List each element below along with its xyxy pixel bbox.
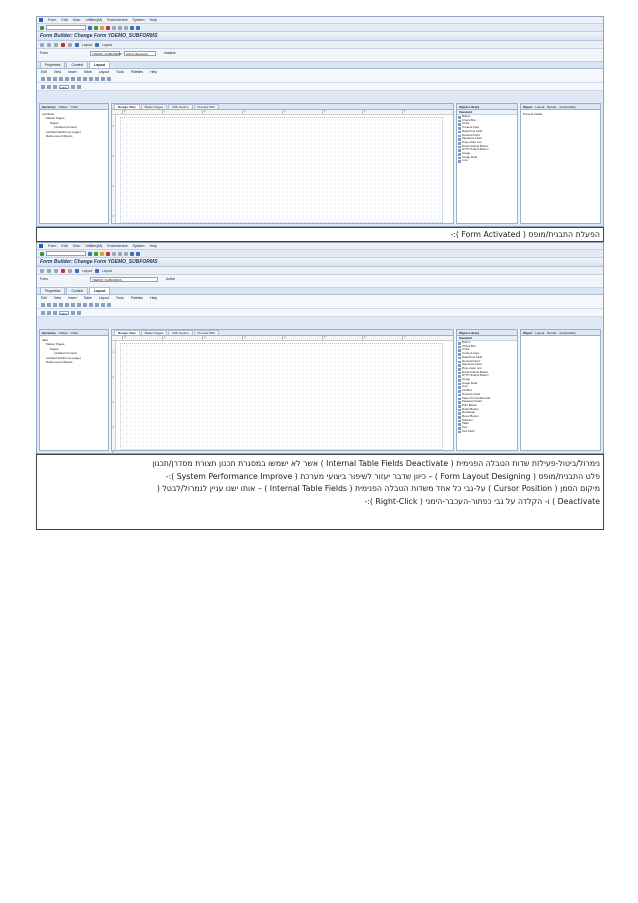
other-object-icon[interactable] [47,269,51,273]
sap-logo-icon [39,244,43,248]
object-item[interactable]: Check Box [457,119,517,123]
redo-icon[interactable] [65,77,69,81]
menu-help[interactable]: Help [149,244,157,248]
guide-icon[interactable] [95,77,99,81]
object-item[interactable]: Image [457,378,517,382]
object-item[interactable]: Signature Field [457,137,517,141]
tab-hierarchy[interactable]: Hierarchy [42,104,56,109]
layout-icon-2[interactable] [95,43,99,47]
tab-master-pages[interactable]: Master Pages [141,330,168,335]
designer-menu-tools[interactable]: Tools [115,296,124,300]
cancel-icon[interactable] [106,26,110,30]
caption-deactivate-fields: נימרול/ביטול-פעילזת שדות הטבלה הפנימית ( Internal Table Fields Deactivate ) אשר לא ישמשו במסגרת תכנון תצורת מסדרן/תכנון פלט התבנית/מופס ( Form Layout Designing ) – כיוון שדבר יעזור לשיפור ביצועי מערכת ( System Performance Improve ):- מיקום הסמן ( Cursor Position ) על-גבי כל אחד משדות הטבלה הפנימית ( Internal Table Fields ) – אותו ישנו עניין לנמרול/לבטל ( Deactivate ) ו- הקלדה על גבי כפתור-העכבר-הימני ( Right-Click ):- [36,454,604,530]
zoom-in-icon[interactable] [71,85,75,89]
object-item[interactable]: Content Area [457,352,517,356]
designer-menu-insert[interactable]: Insert [68,70,77,74]
object-properties-pane [520,103,601,224]
designer-workarea [39,103,601,224]
tab-context[interactable]: Context [66,61,88,68]
test-icon[interactable] [68,43,72,47]
designer-menu-help[interactable]: Help [150,70,158,74]
form-status: Active [166,277,176,281]
tree-node-content[interactable]: (untitled Content) [54,125,78,130]
design-canvas[interactable] [120,343,443,450]
object-item[interactable]: Circle [457,122,517,126]
vertical-ruler: 1 2 3 4 [112,115,116,223]
tab-accessibility[interactable]: Accessibility [559,330,576,335]
object-item[interactable]: Decimal Field [457,134,517,138]
tree-node-subforms[interactable]: (untitled Subforms) (page) [46,129,81,134]
zoom-out-icon[interactable] [77,85,81,89]
screenshot-form-activated [36,16,604,227]
designer-workarea [39,329,601,454]
menu-form[interactable]: Form [48,244,57,248]
cut-icon[interactable] [41,303,45,307]
tree-node-referenced[interactable]: Referenced Objects [46,360,73,365]
tab-layout[interactable]: Layout [89,61,110,68]
object-item[interactable]: Circle [457,348,517,352]
object-item[interactable]: Content Area [457,126,517,130]
copy-icon[interactable] [47,77,51,81]
object-properties-tabs [521,330,600,336]
toggle-display-change-icon[interactable] [40,269,44,273]
layout-icon[interactable] [75,43,79,47]
tab-border[interactable]: Border [547,330,557,335]
object-item[interactable]: Drop-down List [457,141,517,145]
object-item[interactable]: Subform [457,419,517,423]
object-library-pane [456,329,518,451]
object-category-standard[interactable]: Standard [457,110,517,115]
activate-icon[interactable] [61,43,65,47]
object-properties-pane [520,329,601,451]
hierarchy-pane [39,329,109,451]
object-item[interactable]: Table [457,422,517,426]
sap-menu-bar [37,243,603,250]
tab-hierarchy[interactable]: Hierarchy [42,330,56,335]
object-item[interactable]: Text [457,426,517,430]
application-toolbar [37,41,603,49]
find-next-icon[interactable] [124,26,128,30]
object-item[interactable]: HTTP Submit Button [457,374,517,378]
sap-logo-icon [39,18,43,22]
object-item[interactable]: Decimal Field [457,360,517,364]
undo-icon[interactable] [59,303,63,307]
layout-button[interactable]: Layout [82,42,93,47]
tab-order[interactable]: Order [70,104,79,109]
designer-menu-layout[interactable]: Layout [98,70,109,74]
zoom-field[interactable]: 116% [59,311,69,315]
enter-icon[interactable] [40,26,44,30]
redo-icon[interactable] [65,303,69,307]
screenshot-form-layout [36,242,604,454]
tree-node-referenced[interactable]: Referenced Objects [46,134,73,139]
find-next-icon[interactable] [124,252,128,256]
tab-border[interactable]: Border [547,104,557,109]
object-item[interactable]: Signature Field [457,363,517,367]
layout-icon[interactable] [75,269,79,273]
menu-form[interactable]: Form [48,18,57,22]
select-tool-icon[interactable] [41,85,45,89]
align-center-icon[interactable] [77,303,81,307]
application-toolbar [37,267,603,275]
designer-menu-view[interactable]: View [53,70,62,74]
copy-icon[interactable] [47,303,51,307]
designer-menu-view[interactable]: View [53,296,62,300]
tree-node-page1[interactable]: Page1 [50,346,59,351]
layout-button-2[interactable]: Layout [102,42,113,47]
object-item[interactable]: Line [457,385,517,389]
object-library-header: Object Library [457,330,517,336]
back-icon[interactable] [94,26,98,30]
cancel-icon[interactable] [106,252,110,256]
cut-icon[interactable] [41,77,45,81]
tree-node-root[interactable]: data [42,338,48,342]
form-name-field[interactable]: YDEMO_SUBFORMS [90,277,158,282]
object-item[interactable]: Radio Button [457,408,517,412]
enter-icon[interactable] [40,252,44,256]
object-item[interactable]: Email Submit Button [457,371,517,375]
help-icon[interactable] [130,252,134,256]
help-icon[interactable] [130,26,134,30]
object-item[interactable]: HTTP Submit Button [457,148,517,152]
object-properties-content [521,110,600,118]
tab-tables[interactable]: Tables [58,104,68,109]
select-tool-icon[interactable] [41,311,45,315]
toggle-display-change-icon[interactable] [40,43,44,47]
align-left-icon[interactable] [71,303,75,307]
tab-tables[interactable]: Tables [58,330,68,335]
find-icon[interactable] [118,252,122,256]
test-icon[interactable] [68,269,72,273]
command-field[interactable] [46,251,86,256]
object-item[interactable]: Image [457,152,517,156]
designer-menu-edit[interactable]: Edit [41,296,47,300]
save-icon[interactable] [88,26,92,30]
form-header-row [37,49,603,62]
caption-form-activated: הפעלת התבנית/מופס ( Form Activated ):- [36,227,604,242]
tab-layout-palette[interactable]: Layout [535,104,545,109]
object-item[interactable]: Text Field [457,430,517,434]
tab-order[interactable]: Order [70,330,79,335]
object-item[interactable]: Drop-down List [457,367,517,371]
hierarchy-tree [40,110,108,140]
object-item[interactable]: Date/Time Field [457,130,517,134]
guide-icon[interactable] [95,303,99,307]
object-item[interactable]: List Box [457,389,517,393]
zoom-out-icon[interactable] [77,311,81,315]
designer-menu-layout[interactable]: Layout [98,296,109,300]
tree-node-content[interactable]: (untitled Content) [54,351,78,356]
hierarchy-pane [39,103,109,224]
snap-icon[interactable] [53,85,57,89]
form-version-field: Active (Revised) [124,51,156,56]
find-icon[interactable] [118,26,122,30]
text-tool-icon[interactable] [47,311,51,315]
object-item[interactable]: Image Field [457,382,517,386]
zoom-tool-icon[interactable] [107,303,111,307]
zoom-field[interactable]: 116% [59,85,69,89]
layout-button-2[interactable]: Layout [102,268,113,273]
designer-menu-table[interactable]: Table [83,70,92,74]
designer-menu-palettes[interactable]: Palettes [130,296,144,300]
tab-object[interactable]: Object [523,330,533,335]
object-item[interactable]: Check Box [457,345,517,349]
object-item[interactable]: Image Field [457,156,517,160]
object-item[interactable]: Paper Forms Barcode [457,397,517,401]
tree-node-subforms[interactable]: (untitled Subforms) (page) [46,355,81,360]
designer-menu-help[interactable]: Help [150,296,158,300]
paste-icon[interactable] [53,303,57,307]
tab-context[interactable]: Context [66,287,88,294]
tab-xml-source[interactable]: XML Source [168,330,192,335]
zoom-tool-icon[interactable] [107,77,111,81]
designer-menu-insert[interactable]: Insert [68,296,77,300]
menu-goto[interactable]: Goto [72,18,81,22]
object-item[interactable]: Button [457,341,517,345]
align-right-icon[interactable] [83,303,87,307]
layout-icon-2[interactable] [95,269,99,273]
designer-toolbar [37,301,603,309]
align-left-icon[interactable] [71,77,75,81]
tab-master-pages[interactable]: Master Pages [141,104,168,109]
print-icon[interactable] [112,252,116,256]
object-item[interactable]: Reset Button [457,415,517,419]
designer-menu-palettes[interactable]: Palettes [130,70,144,74]
object-library-header: Object Library [457,104,517,110]
object-item[interactable]: Password Field [457,400,517,404]
menu-goto[interactable]: Goto [72,244,81,248]
tab-preview-pdf[interactable]: Preview PDF [194,104,220,109]
object-item[interactable]: Line [457,159,517,163]
designer-menu-table[interactable]: Table [83,296,92,300]
grid-icon[interactable] [89,77,93,81]
form-tabs [37,288,603,295]
object-item[interactable]: Button [457,115,517,119]
object-library-list [457,115,517,163]
menu-edit[interactable]: Edit [61,18,68,22]
align-right-icon[interactable] [83,77,87,81]
present-fields-label: Present Fields [523,112,543,116]
designer-toolbar-2 [37,83,603,91]
hand-tool-icon[interactable] [101,303,105,307]
hand-tool-icon[interactable] [101,77,105,81]
tab-layout[interactable]: Layout [89,287,110,294]
tab-xml-source[interactable]: XML Source [168,104,192,109]
tab-properties[interactable]: Properties [40,287,65,294]
undo-icon[interactable] [59,77,63,81]
exit-icon[interactable] [100,252,104,256]
form-label: Form [40,51,48,55]
tab-properties[interactable]: Properties [40,61,65,68]
sap-menu-bar [37,17,603,24]
object-item[interactable]: Rectangle [457,411,517,415]
print-icon[interactable] [112,26,116,30]
exit-icon[interactable] [100,26,104,30]
form-tabs [37,62,603,69]
system-toolbar [37,250,603,258]
grid-icon[interactable] [89,303,93,307]
tree-node-root[interactable]: (untitled) [42,112,54,116]
zoom-in-icon[interactable] [71,311,75,315]
tree-node-master-pages[interactable]: Master Pages [46,116,65,121]
screen-title: Form Builder: Change Form YDEMO_SUBFORMS [37,32,603,41]
screen-title: Form Builder: Change Form YDEMO_SUBFORMS [37,258,603,267]
vertical-ruler: 1 2 3 4 5 [112,341,116,450]
object-item[interactable]: Email Submit Button [457,145,517,149]
menu-system[interactable]: System [132,18,145,22]
horizontal-ruler: 0 1 2 3 4 5 6 7 [112,110,453,115]
horizontal-ruler: 0 1 2 3 4 5 6 7 [112,336,453,341]
object-library-list [457,341,517,434]
tree-node-master-pages[interactable]: Master Pages [46,342,65,347]
tab-accessibility[interactable]: Accessibility [559,104,576,109]
snap-icon[interactable] [53,311,57,315]
check-icon[interactable] [54,269,58,273]
tab-design-view[interactable]: Design View [114,330,140,335]
layout-button[interactable]: Layout [82,268,93,273]
back-icon[interactable] [94,252,98,256]
tab-preview-pdf[interactable]: Preview PDF [194,330,220,335]
menu-environment[interactable]: Environment [107,18,128,22]
form-header-row [37,275,603,288]
designer-menu-edit[interactable]: Edit [41,70,47,74]
designer-toolbar [37,75,603,83]
menu-utilities[interactable]: Utilities(M) [85,244,103,248]
paste-icon[interactable] [53,77,57,81]
hierarchy-tree [40,336,108,366]
design-view-pane [111,329,454,454]
text-tool-icon[interactable] [47,85,51,89]
object-item[interactable]: Date/Time Field [457,356,517,360]
tab-layout-palette[interactable]: Layout [535,330,545,335]
menu-environment[interactable]: Environment [107,244,128,248]
object-library-pane [456,103,518,224]
system-toolbar [37,24,603,32]
menu-utilities[interactable]: Utilities(M) [85,18,103,22]
activate-icon[interactable] [61,269,65,273]
design-view-pane [111,103,454,224]
menu-edit[interactable]: Edit [61,244,68,248]
tree-node-page1[interactable]: Page1 [50,120,59,125]
object-item[interactable]: Numeric Field [457,393,517,397]
form-status: Inactive [164,51,176,55]
tab-object[interactable]: Object [523,104,533,109]
menu-system[interactable]: System [132,244,145,248]
other-object-icon[interactable] [47,43,51,47]
form-label: Form [40,277,48,281]
designer-toolbar-2 [37,309,603,317]
tab-design-view[interactable]: Design View [114,104,140,109]
check-icon[interactable] [54,43,58,47]
menu-help[interactable]: Help [149,18,157,22]
command-field[interactable] [46,25,86,30]
designer-menu-tools[interactable]: Tools [115,70,124,74]
save-icon[interactable] [88,252,92,256]
customize-icon[interactable] [136,252,140,256]
object-category-standard[interactable]: Standard [457,336,517,341]
form-name-field[interactable]: YDEMO_SUBFORMS [92,52,122,56]
design-canvas[interactable] [120,117,443,223]
customize-icon[interactable] [136,26,140,30]
align-center-icon[interactable] [77,77,81,81]
object-item[interactable]: Print Button [457,404,517,408]
